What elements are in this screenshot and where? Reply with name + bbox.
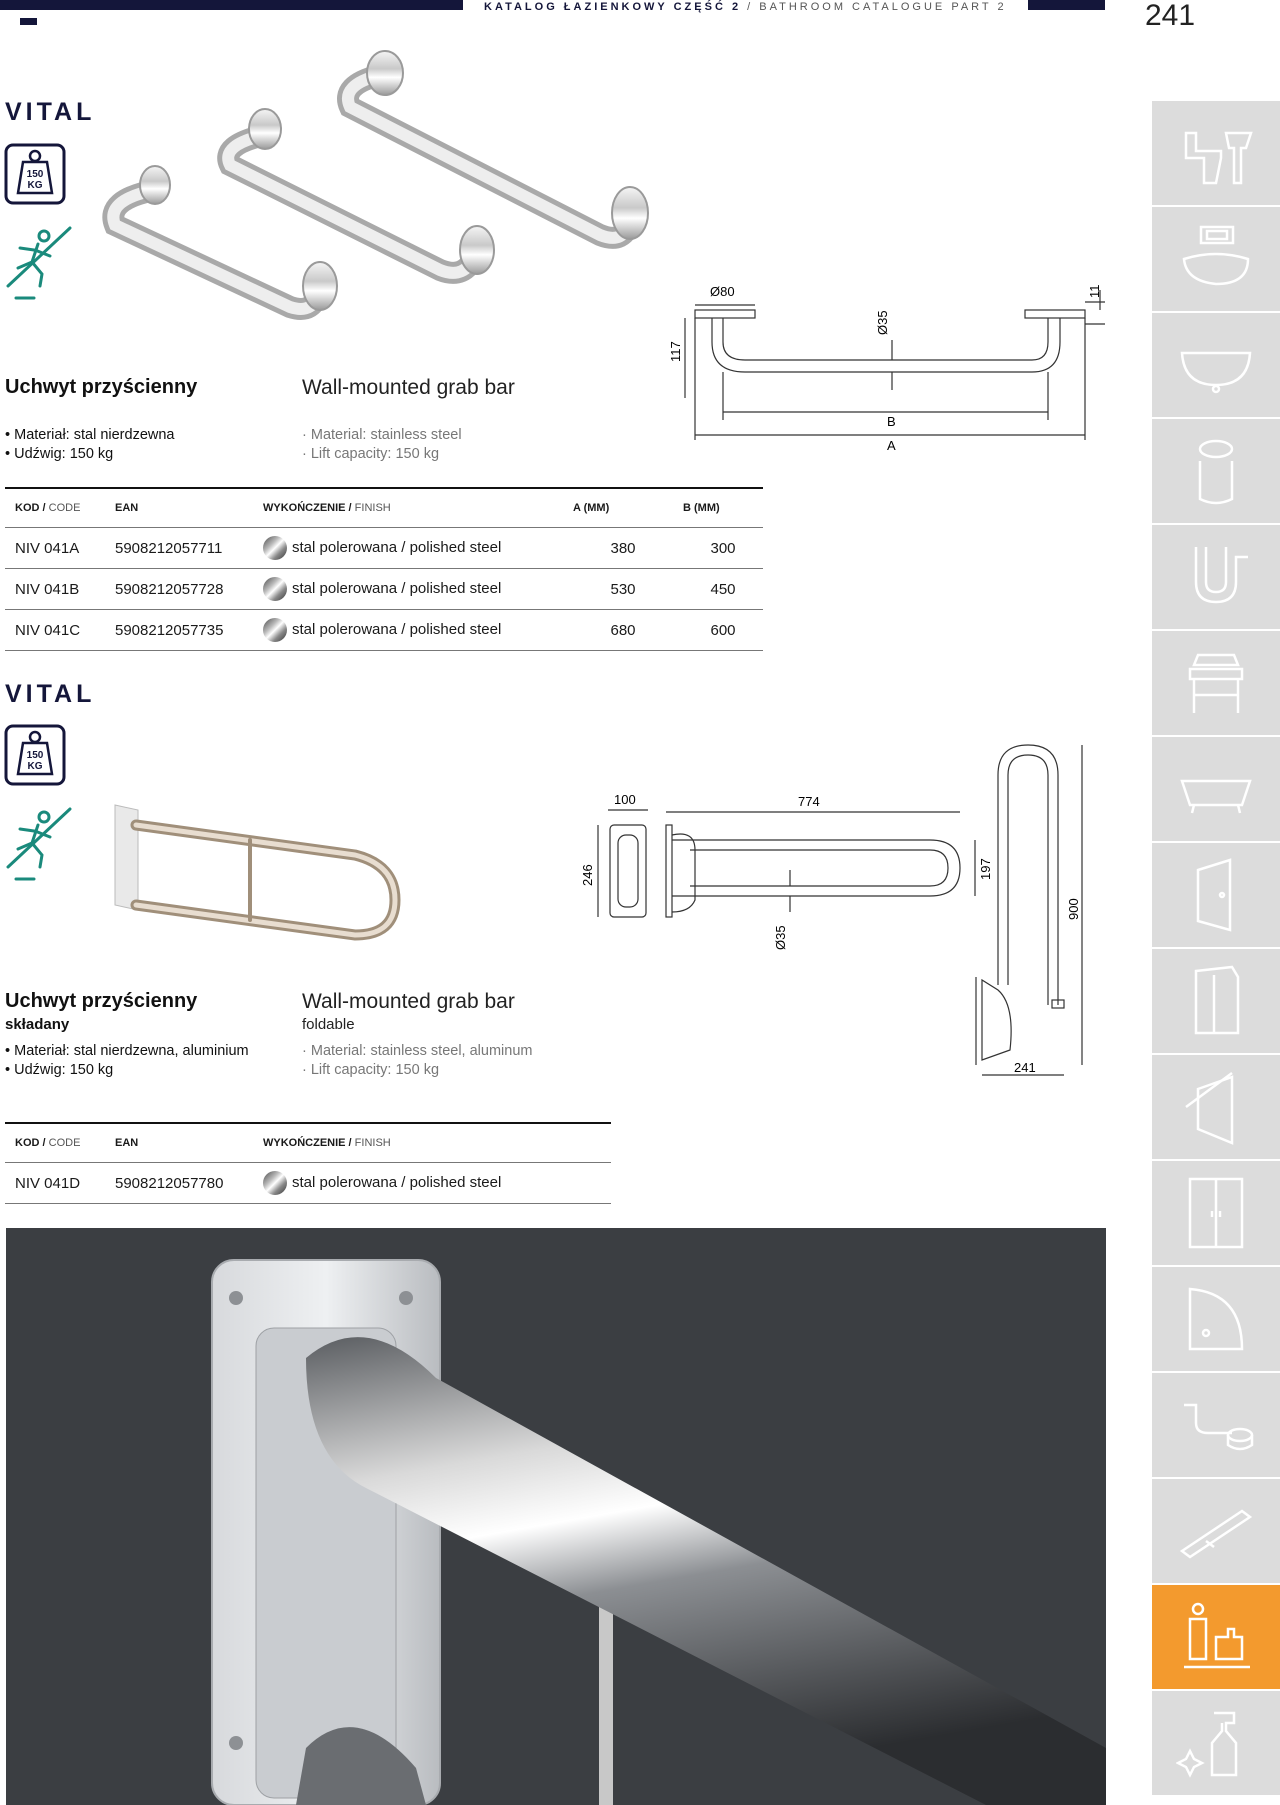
product-subtitle-pl: składany (5, 1016, 70, 1033)
anti-slip-icon (4, 805, 72, 885)
cell-finish: stal polerowana / polished steel (253, 528, 563, 569)
cell-code: NIV 041A (5, 528, 105, 569)
dim-label-total-height: 900 (1066, 898, 1081, 920)
anti-slip-icon (4, 224, 72, 304)
load-badge-unit: KG (27, 180, 43, 191)
cell-finish: stal polerowana / polished steel (253, 1163, 611, 1204)
product-specs-en (302, 1042, 532, 1080)
dim-label-b: B (887, 414, 896, 429)
dim-label-diameter: Ø35 (773, 925, 788, 950)
product-table-2 (5, 1122, 611, 1204)
technical-drawing-folding-bar-top (580, 740, 1000, 960)
technical-drawing-folding-bar-side (970, 735, 1090, 1085)
washbasin-icon (1176, 325, 1256, 405)
dim-label-diameter-80: Ø80 (710, 284, 735, 299)
col-code: KOD / CODE (15, 1137, 81, 1149)
shower-screen-icon (1176, 1067, 1256, 1147)
product-specs-pl (5, 426, 175, 464)
trash-bin-icon (1176, 431, 1256, 511)
linear-drain-icon (1176, 1491, 1256, 1571)
spec-capacity-pl: • Udźwig: 150 kg (5, 446, 114, 462)
col-ean: EAN (115, 1137, 139, 1149)
sidebar-item-siphons[interactable] (1152, 525, 1280, 629)
polished-steel-swatch-icon (263, 618, 287, 642)
sidebar-item-shower-enclosures[interactable] (1152, 1161, 1280, 1265)
shower-cabin-icon (1176, 961, 1256, 1041)
dim-label-thickness: 11 (1087, 284, 1102, 298)
drain-pipe-icon (1176, 1385, 1256, 1465)
cell-finish: stal polerowana / polished steel (253, 569, 563, 610)
table-row (5, 569, 763, 610)
folding-grab-bar-photo (110, 800, 410, 950)
dim-label-a: A (887, 438, 896, 453)
sidebar-item-bathtubs[interactable] (1152, 737, 1280, 841)
shower-door-icon (1176, 855, 1256, 935)
product-specs-pl (5, 1042, 249, 1080)
header-separator: / (747, 1, 754, 13)
sidebar-item-shower-cabins[interactable] (1152, 949, 1280, 1053)
toilet-sink-icon (1176, 113, 1256, 193)
sidebar-item-shower-screens[interactable] (1152, 1055, 1280, 1159)
spec-material-pl: • Materiał: stal nierdzewna (5, 427, 175, 443)
sidebar-item-shower-trays[interactable] (1152, 1267, 1280, 1371)
spec-capacity-en: · Lift capacity: 150 kg (302, 446, 440, 462)
sidebar-item-accessories[interactable] (1152, 1585, 1280, 1689)
col-a: A (MM) (573, 502, 610, 514)
brand-name: VITAL (5, 680, 96, 708)
col-code: KOD / CODE (15, 502, 81, 514)
product-title-en: Wall-mounted grab bar (302, 376, 515, 399)
header-bar-right (1028, 0, 1105, 10)
accessories-icon (1176, 1597, 1256, 1677)
spec-material-en: · Material: stainless steel (302, 427, 462, 443)
shower-enclosure-icon (1176, 1173, 1256, 1253)
cell-ean: 5908212057711 (105, 528, 253, 569)
sidebar-item-cleaning[interactable] (1152, 1691, 1280, 1795)
product-title-en: Wall-mounted grab bar (302, 990, 515, 1013)
toilet-seat-icon (1176, 219, 1256, 299)
table-row (5, 528, 763, 569)
table-header-row (5, 1123, 611, 1163)
load-badge-unit: KG (27, 761, 43, 772)
cell-b: 450 (673, 569, 763, 610)
dim-label-depth: 241 (1014, 1060, 1036, 1075)
siphon-icon (1176, 537, 1256, 617)
dim-label-length: 774 (798, 794, 820, 809)
sidebar-item-washbasins[interactable] (1152, 313, 1280, 417)
header-title-en: BATHROOM CATALOGUE PART 2 (759, 1, 1007, 13)
bathtub-icon (1176, 749, 1256, 829)
header-bar-left (0, 0, 463, 10)
sidebar-item-toilets[interactable] (1152, 101, 1280, 205)
sidebar-item-bins[interactable] (1152, 419, 1280, 523)
sidebar-item-shower-doors[interactable] (1152, 843, 1280, 947)
product-subtitle-en: foldable (302, 1016, 355, 1033)
dim-label-height: 117 (668, 341, 683, 362)
cell-b: 300 (673, 528, 763, 569)
product-title-pl: Uchwyt przyścienny (5, 990, 198, 1012)
brand-name: VITAL (5, 98, 96, 126)
cell-a: 530 (563, 569, 673, 610)
cell-b: 600 (673, 610, 763, 651)
cell-a: 680 (563, 610, 673, 651)
sidebar-item-drains[interactable] (1152, 1373, 1280, 1477)
col-b: B (MM) (683, 502, 720, 514)
header-title (484, 0, 1007, 14)
cell-a: 380 (563, 528, 673, 569)
spec-material-en: · Material: stainless steel, aluminum (302, 1043, 533, 1059)
header-marker (20, 18, 37, 25)
sidebar-item-vanity-units[interactable] (1152, 631, 1280, 735)
table-row (5, 610, 763, 651)
category-sidebar (1152, 101, 1280, 1797)
cell-finish: stal polerowana / polished steel (253, 610, 563, 651)
col-ean: EAN (115, 502, 139, 514)
cell-ean: 5908212057735 (105, 610, 253, 651)
load-badge-value: 150 (26, 169, 44, 180)
col-finish: WYKOŃCZENIE / FINISH (263, 1137, 391, 1149)
load-capacity-icon (4, 143, 64, 203)
header-title-pl: KATALOG ŁAZIENKOWY CZĘŚĆ 2 (484, 1, 742, 13)
shower-tray-icon (1176, 1279, 1256, 1359)
dim-label-plate-height: 246 (580, 864, 595, 886)
dim-label-bar-depth: 197 (978, 858, 993, 880)
product-table-1 (5, 487, 763, 651)
load-badge-value: 150 (26, 750, 44, 761)
polished-steel-swatch-icon (263, 577, 287, 601)
polished-steel-swatch-icon (263, 536, 287, 560)
spec-material-pl: • Materiał: stal nierdzewna, aluminium (5, 1043, 249, 1059)
product-specs-en (302, 426, 462, 464)
dim-label-diameter-35: Ø35 (875, 310, 890, 335)
cell-code: NIV 041C (5, 610, 105, 651)
table-row (5, 1163, 611, 1204)
cleaning-spray-icon (1176, 1703, 1256, 1783)
page-number: 241 (1145, 0, 1196, 32)
sidebar-item-linear-drains[interactable] (1152, 1479, 1280, 1583)
sidebar-item-toilet-seats[interactable] (1152, 207, 1280, 311)
grab-bars-photo (100, 45, 760, 345)
cell-code: NIV 041B (5, 569, 105, 610)
load-capacity-icon (4, 724, 64, 784)
folding-bar-closeup-photo (6, 1228, 1106, 1805)
vanity-cabinet-icon (1176, 643, 1256, 723)
spec-capacity-pl: • Udźwig: 150 kg (5, 1062, 114, 1078)
spec-capacity-en: · Lift capacity: 150 kg (302, 1062, 440, 1078)
technical-drawing-straight-bar (665, 280, 1110, 465)
polished-steel-swatch-icon (263, 1171, 287, 1195)
product-title-pl: Uchwyt przyścienny (5, 376, 198, 398)
col-finish: WYKOŃCZENIE / FINISH (263, 502, 391, 514)
dim-label-width: 100 (614, 792, 636, 807)
cell-ean: 5908212057780 (105, 1163, 253, 1204)
cell-ean: 5908212057728 (105, 569, 253, 610)
table-header-row (5, 488, 763, 528)
cell-code: NIV 041D (5, 1163, 105, 1204)
